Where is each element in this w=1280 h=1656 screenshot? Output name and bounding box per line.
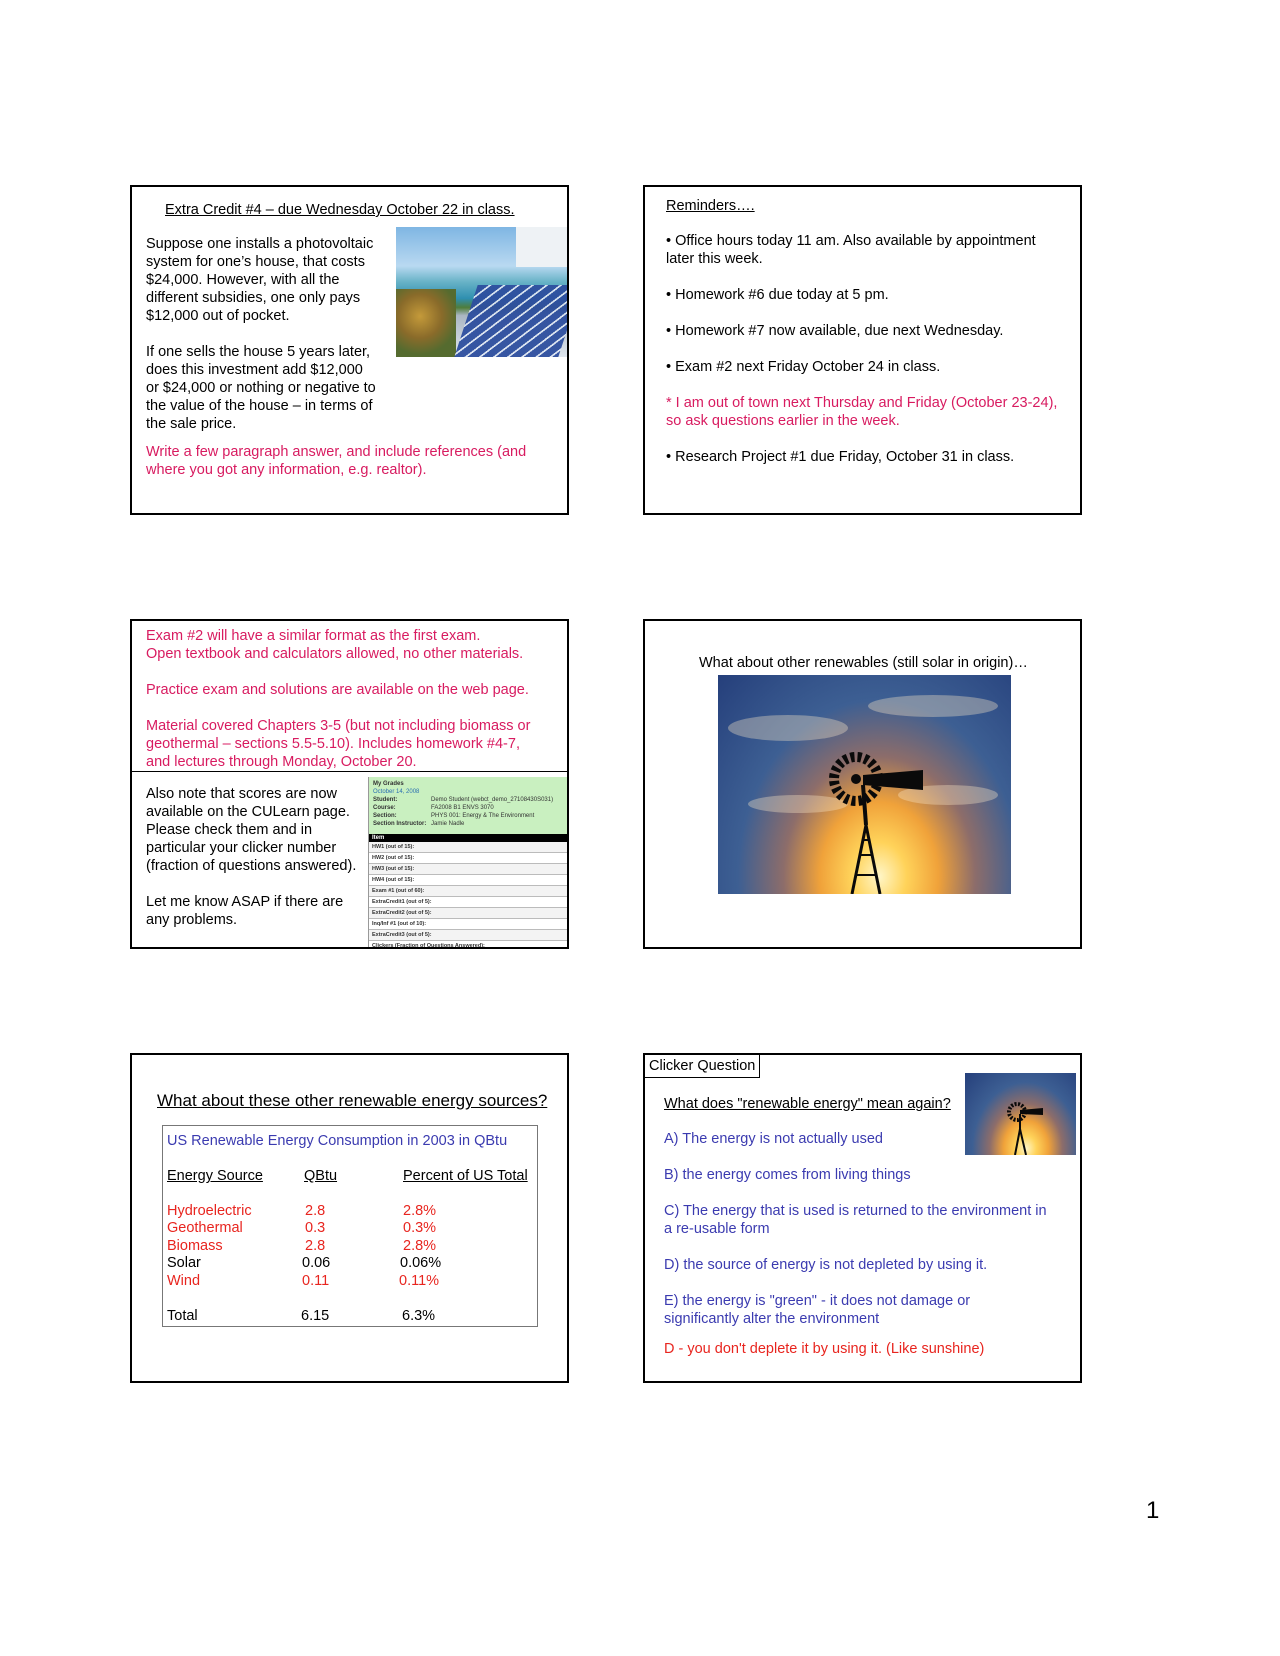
slide-clicker-question	[643, 1053, 1082, 1383]
windmill-icon	[718, 675, 1011, 894]
grades-screenshot: My Grades October 14, 2008 Student: Demo Student (webct_demo_27108430S031) Course: FA2008 B1 ENVS 3070 Section: PHYS 001: Energy & The Environment Section Instructor: Jamie Nadle Item HW1 (out of 15): HW2 (out of 15): HW3 (out of 15): HW4 (out of 15): Exam #1 (out of 60): ExtraCredit1 (out of 5): ExtraCredit2 (out of 5): Inq/Inf #1 (out of 10): ExtraCredit3 (out of 5): Clickers (Fraction of Questions Answered):	[368, 777, 569, 947]
slide-title: What about other renewables (still solar in origin)…	[699, 655, 1028, 671]
table-row: ExtraCredit2 (out of 5):	[369, 908, 569, 919]
answer-options	[664, 1130, 1047, 1328]
table-row: HW4 (out of 15):	[369, 875, 569, 886]
table-row: ExtraCredit3 (out of 5):	[369, 930, 569, 941]
exam-text: Exam #2 will have a similar format as the first exam. Open textbook and calculators allowed, no other materials. Practice exam and solutions are available on the web page. Material covered Chapters 3-5 (but not including biomass or geothermal – sections 5.5-5.10). Includes homework #4-7, and lectures through Monday, October 20.	[146, 628, 531, 770]
windmill-thumbnail	[965, 1073, 1076, 1155]
windmill-icon	[965, 1073, 1076, 1155]
list-item: A) The energy is not actually used	[664, 1131, 883, 1147]
scores-note: Also note that scores are now available on the CULearn page. Please check them and in particular your clicker number (fraction of questions answered). Let me know ASAP if there are any problems.	[146, 786, 357, 928]
list-item: C) The energy that is used is returned to the environment in a re-usable form	[664, 1203, 1047, 1237]
header-qbtu: QBtu	[304, 1168, 338, 1184]
question-text: What does "renewable energy" mean again?	[664, 1096, 951, 1112]
slide-reminders	[643, 185, 1082, 515]
clicker-tag: Clicker Question	[645, 1055, 760, 1078]
table-row: ExtraCredit1 (out of 5):	[369, 897, 569, 908]
list-item: D) the source of energy is not depleted by using it.	[664, 1257, 988, 1273]
slide-title: What about these other renewable energy sources?	[157, 1091, 548, 1110]
slide-exam-info	[130, 619, 569, 949]
list-item: • Exam #2 next Friday October 24 in class.	[666, 359, 941, 375]
list-item: * I am out of town next Thursday and Friday (October 23-24), so ask questions earlier in the week.	[666, 395, 1058, 429]
table-row: Clickers (Fraction of Questions Answered):	[369, 941, 569, 949]
list-item: • Office hours today 11 am. Also available by appointment later this week.	[666, 233, 1036, 267]
answer-text: D - you don't deplete it by using it. (Like sunshine)	[664, 1341, 985, 1357]
reminder-list	[666, 232, 1057, 466]
table-row: HW2 (out of 15):	[369, 853, 569, 864]
header-source: Energy Source	[167, 1168, 263, 1184]
slide-title: Extra Credit #4 – due Wednesday October 22 in class.	[165, 202, 515, 218]
slide-title: Reminders….	[666, 198, 755, 214]
table-row: HW3 (out of 15):	[369, 864, 569, 875]
instruction-text: Write a few paragraph answer, and include references (and where you got any information, e.g. realtor).	[146, 444, 527, 478]
table-row: HW1 (out of 15):	[369, 842, 569, 853]
header-percent: Percent of US Total	[403, 1168, 528, 1184]
solar-house-photo	[396, 227, 569, 357]
table-title: US Renewable Energy Consumption in 2003 in QBtu	[167, 1133, 508, 1149]
question-paragraph: Suppose one installs a photovoltaic system for one’s house, that costs $24,000. However, with all the different subsidies, one only pays $12,000 out of pocket. If one sells the house 5 years later, does this investment add $12,000 or $24,000 or nothing or negative to the value of the house – in terms of the sale price.	[146, 236, 376, 432]
list-item: • Homework #6 due today at 5 pm.	[666, 287, 889, 303]
list-item: B) the energy comes from living things	[664, 1167, 911, 1183]
table-row: Inq/Inf #1 (out of 10):	[369, 919, 569, 930]
table-row: Exam #1 (out of 60):	[369, 886, 569, 897]
list-item: • Research Project #1 due Friday, October 31 in class.	[666, 449, 1015, 465]
slide-renewable-sources	[130, 1053, 569, 1383]
slide-extra-credit	[130, 185, 569, 515]
page-number: 1	[1146, 1497, 1160, 1524]
windmill-photo	[718, 675, 1011, 894]
list-item: • Homework #7 now available, due next Wednesday.	[666, 323, 1004, 339]
slide-other-renewables	[643, 619, 1082, 949]
list-item: E) the energy is "green" - it does not damage or significantly alter the environment	[664, 1293, 971, 1327]
energy-table-box: US Renewable Energy Consumption in 2003 in QBtu Energy Source QBtu Percent of US Total Hydroelectric 2.8 2.8% Geothermal 0.3 0.3% Biomass 2.8 2.8% Solar 0.06 0.06% Wind 0.11 0.11% Total 6.15 6.3%	[162, 1125, 538, 1327]
divider	[132, 771, 567, 772]
